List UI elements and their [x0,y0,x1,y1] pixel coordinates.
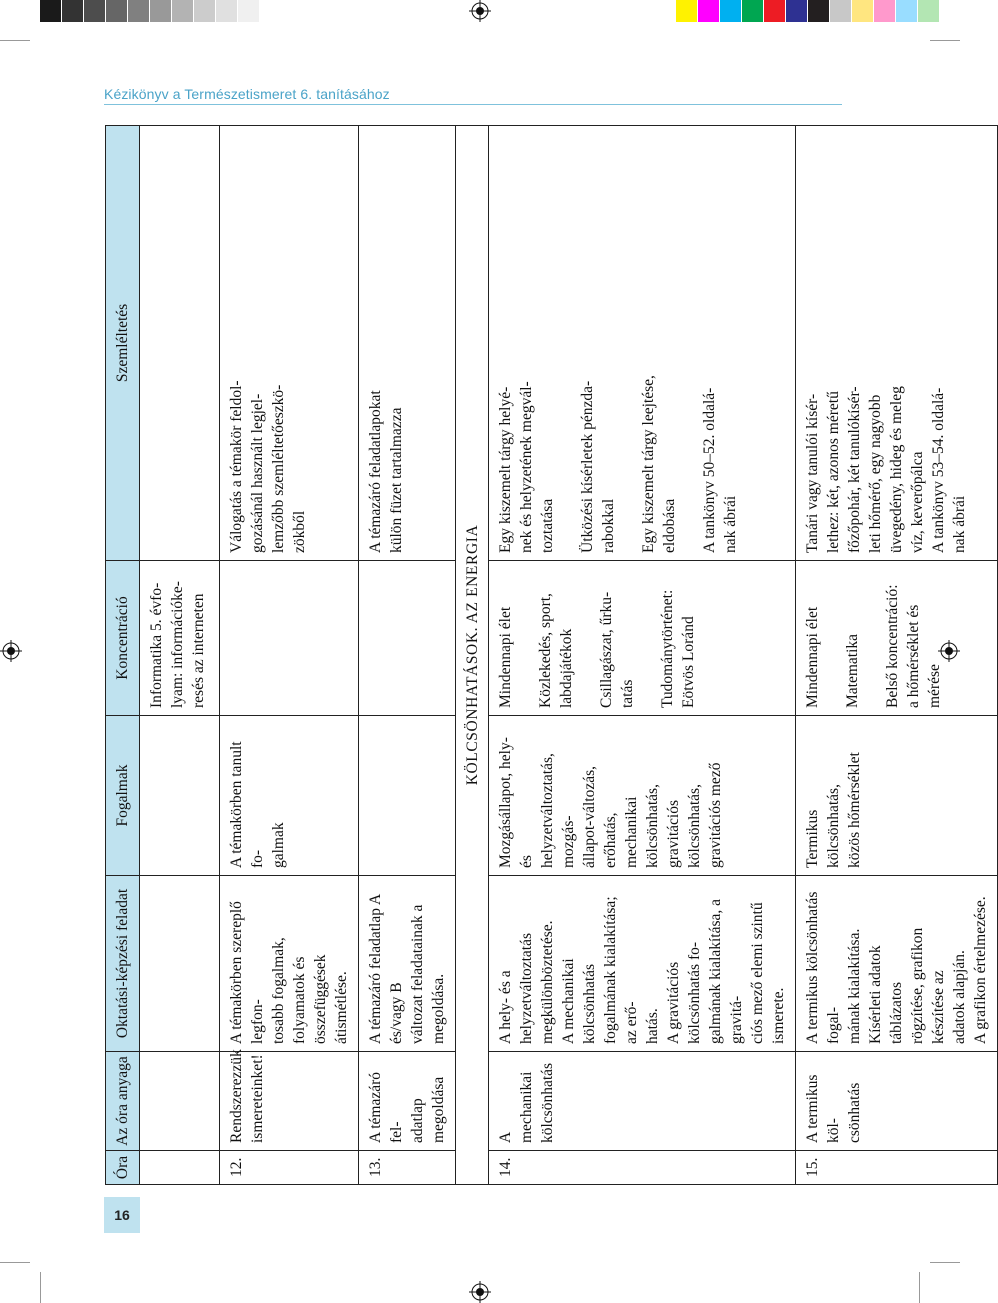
cell-text-line: A témazáró fel- [367,1071,405,1143]
cell-koncentracio [489,561,796,716]
cell-text-line: állapot-változás, erőhatás, [581,766,619,868]
cell-text-line: hatás. [644,1008,661,1044]
cell-ora: 13. [359,1151,456,1185]
color-swatch [128,0,150,22]
cell-text-line: adatlap megoldása [409,1076,447,1143]
crop-mark [40,1272,41,1303]
cell-text-line: csönhatás [846,1082,863,1143]
running-head-rule [104,104,842,105]
cell-text-line: gravitációs kölcsönhatás, [665,784,703,868]
cell-fogalmak [220,716,359,876]
cell-koncentracio [140,561,220,716]
cell-text-line: A témakörben szereplő legfon- [228,901,266,1044]
table-row-carry [140,126,220,1185]
lesson-plan-table-wrapper [105,125,989,1185]
line-gap [823,568,842,708]
cell-anyag [220,1049,359,1151]
color-swatch [720,0,742,22]
header-koncentracio: Koncentráció [106,561,140,716]
cell-text-line: Tanári vagy tanulói kísér- [804,393,821,553]
cell-text-line: Csillagászat, űrku- [598,591,615,708]
cell-text-line: Matematika [844,633,861,708]
cell-text-line: lyam: információke- [169,581,186,708]
cell-text-line: Egy kiszemelt tárgy leejtése, [640,375,657,553]
cell-text-line: tatás [619,679,636,708]
cell-szemleltetes [359,126,456,561]
cell-text-line: A témazáró feladatlap A és/vagy B [367,894,405,1044]
table-row [489,126,796,1185]
color-swatch [896,0,918,22]
cell-text-line: A grafikon értelmezése. [972,896,989,1044]
color-swatch [106,0,128,22]
cell-feladat [220,876,359,1052]
header-ora: Óra [106,1151,140,1185]
color-swatch [84,0,106,22]
print-colorbar-right [676,0,940,22]
cell-fogalmak [359,716,456,876]
crop-mark [0,40,30,41]
cell-text-line: Eötvös Loránd [680,616,697,708]
cell-text-line: nak ábrái [722,495,739,553]
cell-text-line: mechanikai kölcsönhatás, [623,784,661,868]
cell-text-line: összefüggések átismétlése. [312,954,350,1044]
cell-text-line: Mindennapi élet [497,606,514,708]
cell-text-line: A mechanikai [497,1071,535,1143]
cell-koncentracio [359,561,456,716]
cell-feladat [489,876,796,1052]
color-swatch [874,0,896,22]
cell-fogalmak [796,716,998,876]
crop-mark [930,40,960,41]
cell-koncentracio [220,561,359,716]
cell-text-line: mának kialakítása. [846,928,863,1044]
cell-text-line: Termikus kölcsönhatás, [804,784,842,868]
page-number: 16 [104,1197,140,1233]
color-swatch [852,0,874,22]
cell-text-line: helyzetváltoztatás, mozgás- [539,753,577,868]
print-colorbar-left [40,0,282,22]
cell-empty [140,126,220,561]
cell-text-line: változat feladatainak a megoldása. [409,904,447,1044]
cell-text-line: Belső koncentráció: [884,584,901,708]
line-gap [516,568,535,708]
cell-szemleltetes [796,126,998,561]
cell-empty [140,1052,220,1151]
cell-szemleltetes [220,126,359,561]
cell-text-line: tosabb fogalmak, folyamatok és [270,937,308,1044]
cell-text-line: mérése [926,664,943,708]
line-gap [863,568,882,708]
crop-mark [930,1262,960,1263]
color-swatch [150,0,172,22]
cell-text-line: rabokkal [600,498,617,553]
cell-feladat [796,876,998,1052]
cell-text-line: zökből [291,510,308,553]
cell-text-line: nak ábrái [951,495,968,553]
cell-anyag [489,1052,796,1151]
cell-text-line: A tankönyv 50–52. oldalá- [701,387,718,553]
color-swatch [786,0,808,22]
cell-text-line: A mechanikai kölcsönhatás [560,958,598,1044]
cell-text-line: víz, keverőpálca [909,451,926,553]
section-title-row [456,126,489,1185]
table-row [359,126,456,1185]
section-title: KÖLCSÖNHATÁSOK. AZ ENERGIA [456,126,489,1185]
cell-text-line: Mindennapi élet [804,606,821,708]
cell-text-line: Informatika 5. évfo- [148,582,165,708]
crop-mark [919,1272,920,1303]
crop-mark [0,1262,30,1263]
header-feladat: Oktatási-képzési feladat [106,876,140,1052]
cell-text-line: A gravitációs kölcsönhatás fo- [665,941,703,1044]
table-row [796,126,998,1185]
color-swatch [216,0,238,22]
cell-feladat [359,876,456,1052]
cell-koncentracio [796,561,998,716]
color-swatch [676,0,698,22]
cell-text-line: megkülönböztetése. [539,920,556,1044]
cell-text-line: külön füzet tartalmazza [388,407,405,553]
cell-text-line: resés az interneten [190,593,207,708]
cell-text-line: Tudománytörténet: [659,589,676,708]
color-swatch [764,0,786,22]
cell-fogalmak [489,716,796,876]
color-swatch [238,0,260,22]
cell-anyag [359,1052,456,1151]
lesson-plan-table [105,125,998,1185]
cell-text-line: lemzőbb szemléltetőeszkö- [270,384,287,553]
table-row [220,126,359,1185]
cell-empty [140,716,220,876]
cell-ora: 15. [796,1151,998,1185]
cell-szemleltetes [489,126,796,561]
cell-text-line: Ütközési kísérletek pénzda- [579,380,596,553]
registration-mark-left-icon [0,640,22,662]
cell-text-line: Közlekedés, sport, [537,593,554,708]
color-swatch [918,0,940,22]
cell-text-line: kölcsönhatás [539,1062,556,1143]
cell-text-line: gravitációs mező [707,762,724,868]
cell-text-line: a hőmérséklet és [905,604,922,708]
cell-text-line: közös hőmérséklet [846,752,863,868]
color-swatch [830,0,852,22]
color-swatch [62,0,84,22]
cell-text-line: főzőpohár, két tanulókísér- [846,386,863,553]
color-swatch [260,0,282,22]
cell-text-line: gozásánál használt legjel- [249,393,266,553]
cell-text-line: A termikus kölcsönhatás fogal- [804,891,842,1044]
cell-text-line: Egy kiszemelt tárgy helyé- [497,386,514,553]
cell-text-line: adatok alapján. [951,950,968,1044]
line-gap [638,568,657,708]
header-fogalmak: Fogalmak [106,716,140,876]
running-head: Kézikönyv a Természetismeret 6. tanításához [104,86,390,102]
header-anyag: Az óra anyaga [106,1052,140,1151]
registration-mark-top-icon [469,0,491,22]
cell-text-line: A témakörben tanult fo- [228,741,266,868]
cell-empty [140,1151,220,1185]
color-swatch [742,0,764,22]
header-szemleltetes: Szemléltetés [106,126,140,561]
cell-text-line: Rendszerezzük [228,1049,245,1143]
cell-text-line: toztatása [539,498,556,553]
cell-text-line: A témazáró feladatlapokat [367,390,384,553]
cell-text-line: fogalmának kialakítása; az erő- [602,896,640,1044]
color-swatch [40,0,62,22]
cell-text-line: ciós mező elemi szintű ismerete. [749,902,787,1044]
registration-mark-bottom-icon [469,1281,491,1303]
table-header-row [106,126,140,1185]
cell-text-line: A tankönyv 53–54. oldalá- [930,387,947,553]
cell-anyag [796,1052,998,1151]
color-swatch [194,0,216,22]
color-swatch [172,0,194,22]
cell-text-line: Mozgásállapot, hely- és [497,737,535,868]
line-gap [577,568,596,708]
line-gap [680,133,699,553]
color-swatch [808,0,830,22]
cell-ora: 14. [489,1151,796,1185]
cell-ora: 12. [220,1151,359,1185]
cell-text-line: Kísérleti adatok táblázatos [867,945,905,1044]
color-swatch [698,0,720,22]
cell-text-line: Válogatás a témakör feldol- [228,380,245,553]
cell-text-line: eldobása [661,498,678,553]
cell-text-line: rögzítése, grafikon készítése az [909,927,947,1044]
cell-text-line: üvegedény, hideg és meleg [888,386,905,553]
cell-text-line: nek és helyzetének megvál- [518,381,535,553]
cell-empty [140,876,220,1052]
cell-text-line: A termikus köl- [804,1074,842,1143]
cell-text-line: galmának kialakítása, a gravitá- [707,898,745,1044]
cell-text-line: A hely- és a helyzetváltoztatás [497,932,535,1044]
cell-text-line: lethez: két, azonos méretű [825,391,842,553]
line-gap [619,133,638,553]
cell-text-line: galmak [270,822,287,868]
cell-text-line: labdajátékok [558,628,575,708]
line-gap [558,133,577,553]
cell-text-line: ismereteinket! [249,1054,266,1143]
cell-text-line: leti hőmérő, egy nagyobb [867,394,884,553]
